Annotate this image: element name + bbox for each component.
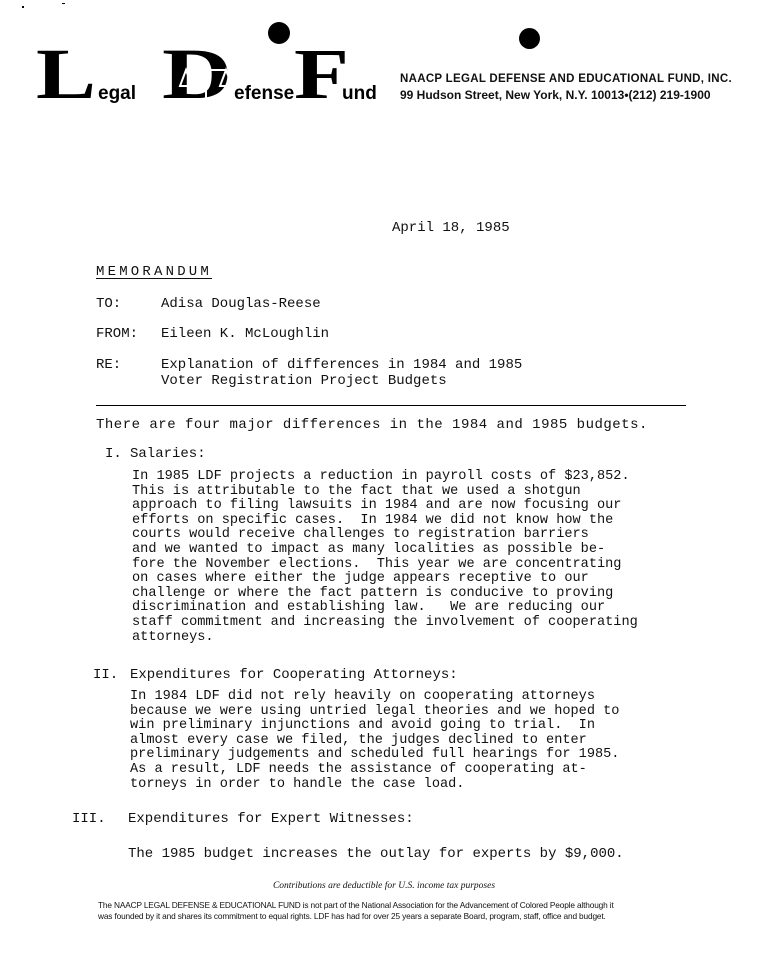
organization-address: 99 Hudson Street, New York, N.Y. 10013•(212) 219-1900 [400,88,711,102]
to-label: TO: [96,296,122,312]
memo-date: April 18, 1985 [392,220,510,236]
section-title: Expenditures for Cooperating Attorneys: [130,667,458,683]
logo-word-efense: efense [234,83,295,104]
re-subject-line-1: Explanation of differences in 1984 and 1985 [161,357,523,373]
section-number: III. [72,811,106,827]
logo-initial-l: L [36,34,97,114]
footer-disclaimer: The NAACP LEGAL DEFENSE & EDUCATIONAL FUND is not part of the National Association for the Advancement of Colored People although it was founded by it and shares its commitment to equal rights. LDF has had for over 25 years a separate Board, program, staff, office and budget. [98,900,614,921]
from-label: FROM: [96,326,139,342]
logo-word-und: und [342,83,377,104]
logo-initial-d: D [162,34,233,114]
tax-deductible-note: Contributions are deductible for U.S. income tax purposes [272,881,496,891]
from-sender: Eileen K. McLoughlin [161,326,330,342]
logo-initial-f: F [294,34,349,114]
to-recipient: Adisa Douglas-Reese [161,296,321,312]
ldf-logo [36,20,396,114]
section-body: In 1984 LDF did not rely heavily on cooperating attorneys because we were using untried legal theories and we hoped to win preliminary injunctions and avoid going to trial. In almost every case we filed, the judges declined to enter preliminary judgements and scheduled full hearings for 1985. As a result, LDF needs the assistance of cooperating at- torneys in order to handle the case load. [130,689,620,792]
re-subject-line-2: Voter Registration Project Budgets [161,373,447,389]
header-divider [96,405,686,406]
re-label: RE: [96,357,122,373]
logo-dot [268,22,290,44]
section-body: The 1985 budget increases the outlay for experts by $9,000. [128,846,624,862]
memo-intro: There are four major differences in the 1984 and 1985 budgets. [96,417,648,433]
scan-speck [62,3,65,4]
organization-name: NAACP LEGAL DEFENSE AND EDUCATIONAL FUND, INC. [400,73,732,85]
section-body: In 1985 LDF projects a reduction in payroll costs of $23,852. This is attributable to the fact that we used a shotgun approach to filing lawsuits in 1984 and are now focusing our efforts on specific cases. In 1984 we did not know how the courts would receive challenges to registration barriers and we wanted to impact as many localities as possible be- fore the November elections. This year we are concentrating on cases where either the judge appears receptive to our challenge or where the fact pattern is conducive to proving discrimination and establishing law. We are reducing our staff commitment and increasing the involvement of cooperating attorneys. [132,469,638,645]
scales-of-justice-icon [178,58,234,108]
memo-title: MEMORANDUM [96,264,213,280]
section-title: Salaries: [130,446,206,462]
section-number: I. [105,446,122,462]
section-title: Expenditures for Expert Witnesses: [128,811,414,827]
logo-word-egal: egal [98,83,137,104]
scan-speck [22,6,24,8]
section-number: II. [93,667,119,683]
letterhead-dot [519,28,540,49]
